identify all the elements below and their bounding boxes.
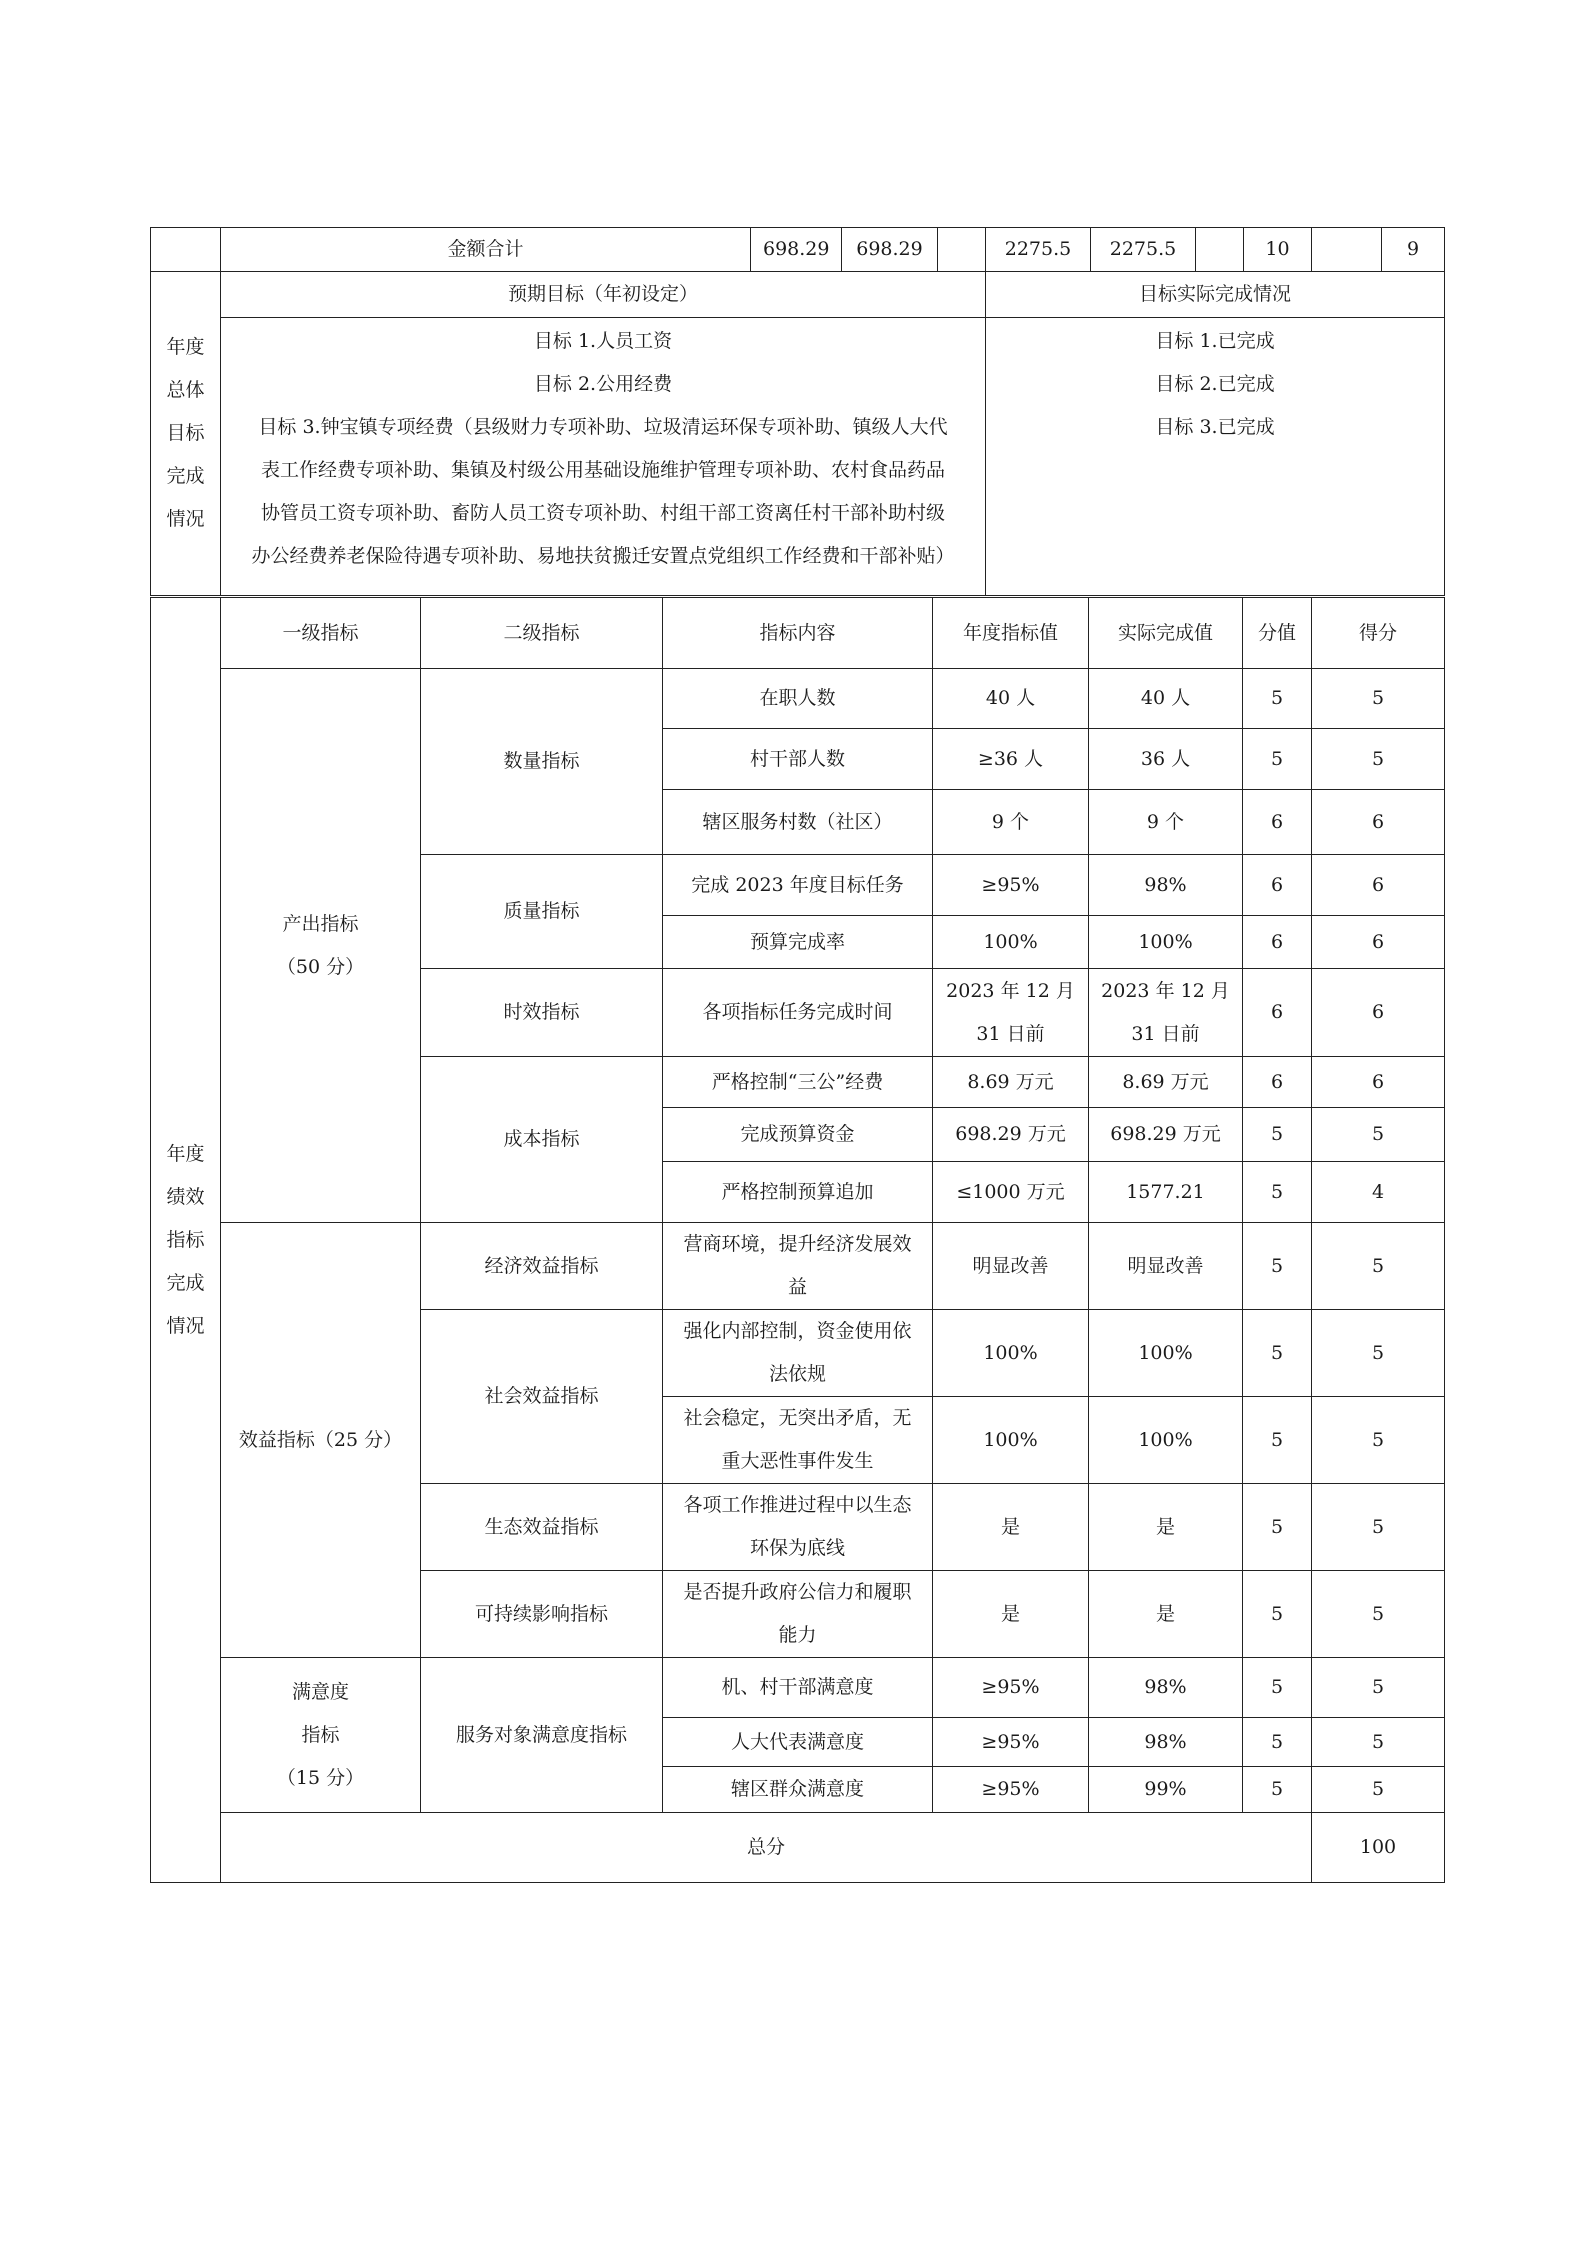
amount-cell: 698.29 — [842, 228, 938, 272]
target-cell: ≥95% — [933, 1658, 1089, 1718]
target-cell: 2023 年 12 月 31 日前 — [933, 969, 1089, 1057]
score-cell: 6 — [1243, 969, 1312, 1057]
header-got: 得分 — [1312, 598, 1445, 669]
actual-cell: 40 人 — [1089, 669, 1243, 729]
actual-cell: 100% — [1089, 916, 1243, 969]
target-cell: 9 个 — [933, 790, 1089, 855]
got-cell: 6 — [1312, 790, 1445, 855]
score-cell: 6 — [1243, 790, 1312, 855]
got-cell: 5 — [1312, 1108, 1445, 1162]
content-cell: 辖区群众满意度 — [663, 1767, 933, 1813]
actual-completion: 目标 1.已完成 目标 2.已完成 目标 3.已完成 — [986, 318, 1445, 596]
target-cell: ≥95% — [933, 1767, 1089, 1813]
amount-cell: 9 — [1382, 228, 1445, 272]
amount-total-label: 金额合计 — [221, 228, 751, 272]
target-cell: 40 人 — [933, 669, 1089, 729]
actual-cell: 100% — [1089, 1310, 1243, 1397]
content-cell: 社会稳定，无突出矛盾，无 重大恶性事件发生 — [663, 1397, 933, 1484]
score-cell: 5 — [1243, 1718, 1312, 1767]
content-cell: 辖区服务村数（社区） — [663, 790, 933, 855]
target-cell: ≥95% — [933, 855, 1089, 916]
total-label: 总分 — [221, 1813, 1312, 1883]
content-cell: 强化内部控制，资金使用依 法依规 — [663, 1310, 933, 1397]
overall-header-row — [151, 272, 1445, 318]
content-cell: 在职人数 — [663, 669, 933, 729]
output-indicator-label: 产出指标 （50 分） — [221, 669, 421, 1223]
actual-cell: 8.69 万元 — [1089, 1057, 1243, 1108]
expected-targets: 目标 1.人员工资 目标 2.公用经费 目标 3.钟宝镇专项经费（县级财力专项补助、垃圾清运环保专项补助、镇级人大代 表工作经费专项补助、集镇及村级公用基础设施维护管理专项补助、农村食品药品 协管员工资专项补助、畜防人员工资专项补助、村组干部工资离任村干部补助村级 办公经费养老保险待遇专项补助、易地扶贫搬迁安置点党组织工作经费和干部补贴） — [221, 318, 986, 596]
target-cell: 是 — [933, 1571, 1089, 1658]
target-cell: 100% — [933, 1397, 1089, 1484]
actual-cell: 36 人 — [1089, 729, 1243, 790]
got-cell: 5 — [1312, 1718, 1445, 1767]
actual-cell: 98% — [1089, 1718, 1243, 1767]
expected-target-header: 预期目标（年初设定） — [221, 272, 986, 318]
cost-indicator-label: 成本指标 — [421, 1057, 663, 1223]
table-row — [151, 1658, 1445, 1718]
amount-cell: 2275.5 — [1091, 228, 1196, 272]
score-cell: 5 — [1243, 1162, 1312, 1223]
total-score: 100 — [1312, 1813, 1445, 1883]
header-score: 分值 — [1243, 598, 1312, 669]
content-cell: 预算完成率 — [663, 916, 933, 969]
amount-total-row — [151, 228, 1445, 272]
timeliness-indicator-label: 时效指标 — [421, 969, 663, 1057]
content-cell: 是否提升政府公信力和履职 能力 — [663, 1571, 933, 1658]
performance-header-row — [151, 598, 1445, 669]
content-cell: 严格控制预算追加 — [663, 1162, 933, 1223]
service-satisfaction-label: 服务对象满意度指标 — [421, 1658, 663, 1813]
header-level2: 二级指标 — [421, 598, 663, 669]
got-cell: 6 — [1312, 1057, 1445, 1108]
sustainable-indicator-label: 可持续影响指标 — [421, 1571, 663, 1658]
got-cell: 5 — [1312, 1571, 1445, 1658]
target-cell: 100% — [933, 916, 1089, 969]
score-cell: 5 — [1243, 1658, 1312, 1718]
target-cell: 是 — [933, 1484, 1089, 1571]
table-row — [151, 669, 1445, 729]
satisfaction-indicator-label: 满意度 指标 （15 分） — [221, 1658, 421, 1813]
content-cell: 人大代表满意度 — [663, 1718, 933, 1767]
content-cell: 各项指标任务完成时间 — [663, 969, 933, 1057]
score-cell: 5 — [1243, 669, 1312, 729]
content-cell: 完成 2023 年度目标任务 — [663, 855, 933, 916]
amount-cell: 2275.5 — [986, 228, 1091, 272]
got-cell: 5 — [1312, 1658, 1445, 1718]
got-cell: 6 — [1312, 969, 1445, 1057]
actual-cell: 98% — [1089, 855, 1243, 916]
got-cell: 5 — [1312, 1397, 1445, 1484]
ecological-indicator-label: 生态效益指标 — [421, 1484, 663, 1571]
quality-indicator-label: 质量指标 — [421, 855, 663, 969]
actual-cell: 1577.21 — [1089, 1162, 1243, 1223]
header-level1: 一级指标 — [221, 598, 421, 669]
target-cell: ≥36 人 — [933, 729, 1089, 790]
amount-cell — [938, 228, 986, 272]
overall-body-row — [151, 318, 1445, 596]
actual-cell: 9 个 — [1089, 790, 1243, 855]
target-cell: 698.29 万元 — [933, 1108, 1089, 1162]
overall-targets-table — [150, 227, 1445, 596]
content-cell: 营商环境，提升经济发展效 益 — [663, 1223, 933, 1310]
got-cell: 4 — [1312, 1162, 1445, 1223]
actual-cell: 2023 年 12 月 31 日前 — [1089, 969, 1243, 1057]
performance-section-title: 年度 绩效 指标 完成 情况 — [151, 598, 221, 1883]
amount-cell — [1312, 228, 1382, 272]
actual-cell: 100% — [1089, 1397, 1243, 1484]
score-cell: 5 — [1243, 1310, 1312, 1397]
target-cell: ≥95% — [933, 1718, 1089, 1767]
content-cell: 机、村干部满意度 — [663, 1658, 933, 1718]
got-cell: 5 — [1312, 1767, 1445, 1813]
table-row — [151, 1223, 1445, 1310]
content-cell: 各项工作推进过程中以生态 环保为底线 — [663, 1484, 933, 1571]
actual-completion-header: 目标实际完成情况 — [986, 272, 1445, 318]
got-cell: 5 — [1312, 729, 1445, 790]
score-cell: 5 — [1243, 729, 1312, 790]
actual-cell: 98% — [1089, 1658, 1243, 1718]
quantity-indicator-label: 数量指标 — [421, 669, 663, 855]
economic-indicator-label: 经济效益指标 — [421, 1223, 663, 1310]
score-cell: 5 — [1243, 1767, 1312, 1813]
header-content: 指标内容 — [663, 598, 933, 669]
header-actual: 实际完成值 — [1089, 598, 1243, 669]
actual-cell: 99% — [1089, 1767, 1243, 1813]
amount-cell: 10 — [1244, 228, 1312, 272]
content-cell: 村干部人数 — [663, 729, 933, 790]
got-cell: 5 — [1312, 1223, 1445, 1310]
actual-cell: 698.29 万元 — [1089, 1108, 1243, 1162]
score-cell: 6 — [1243, 855, 1312, 916]
target-cell: 明显改善 — [933, 1223, 1089, 1310]
score-cell: 5 — [1243, 1571, 1312, 1658]
overall-section-title: 年度 总体 目标 完成 情况 — [151, 272, 221, 596]
score-cell: 6 — [1243, 1057, 1312, 1108]
got-cell: 6 — [1312, 855, 1445, 916]
score-cell: 5 — [1243, 1397, 1312, 1484]
total-row — [151, 1813, 1445, 1883]
target-cell: 8.69 万元 — [933, 1057, 1089, 1108]
header-target: 年度指标值 — [933, 598, 1089, 669]
score-cell: 5 — [1243, 1108, 1312, 1162]
score-cell: 6 — [1243, 916, 1312, 969]
score-cell: 5 — [1243, 1484, 1312, 1571]
target-cell: 100% — [933, 1310, 1089, 1397]
actual-cell: 是 — [1089, 1571, 1243, 1658]
got-cell: 5 — [1312, 1484, 1445, 1571]
actual-cell: 明显改善 — [1089, 1223, 1243, 1310]
content-cell: 完成预算资金 — [663, 1108, 933, 1162]
amount-cell — [1196, 228, 1244, 272]
benefit-indicator-label: 效益指标（25 分） — [221, 1223, 421, 1658]
blank-cell — [151, 228, 221, 272]
target-cell: ≤1000 万元 — [933, 1162, 1089, 1223]
performance-table — [150, 597, 1445, 1883]
content-cell: 严格控制“三公”经费 — [663, 1057, 933, 1108]
got-cell: 6 — [1312, 916, 1445, 969]
score-cell: 5 — [1243, 1223, 1312, 1310]
got-cell: 5 — [1312, 669, 1445, 729]
actual-cell: 是 — [1089, 1484, 1243, 1571]
social-indicator-label: 社会效益指标 — [421, 1310, 663, 1484]
amount-cell: 698.29 — [751, 228, 842, 272]
got-cell: 5 — [1312, 1310, 1445, 1397]
